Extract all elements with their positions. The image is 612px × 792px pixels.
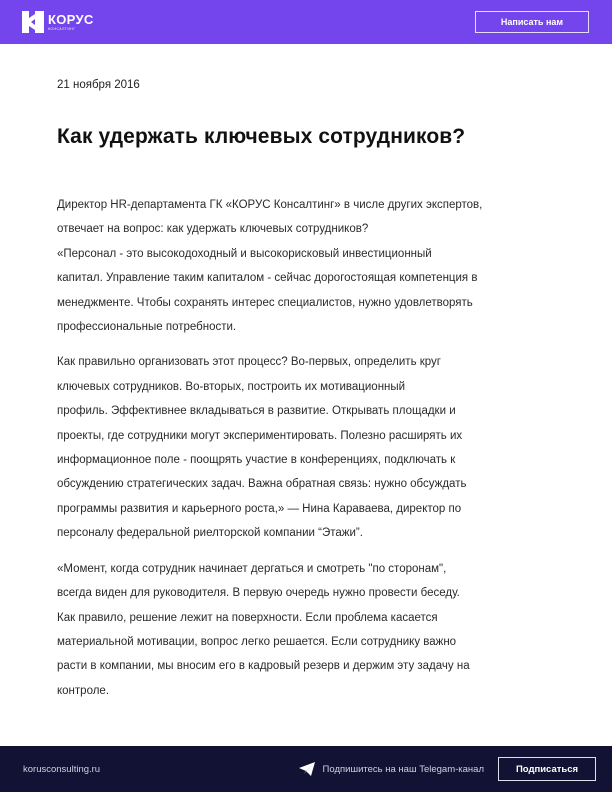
article-body (57, 193, 557, 714)
text-line: расти в компании, мы вносим его в кадровый резерв и держим эту задачу на (57, 660, 470, 673)
article-date: 21 ноября 2016 (57, 79, 140, 91)
text-line: «Персонал - это высокодоходный и высокорисковый инвестиционный (57, 247, 432, 260)
text-line: контроле. (57, 684, 110, 697)
text-line: Как правило, решение лежит на поверхности. Если проблема касается (57, 611, 438, 624)
text-line: профиль. Эффективнее вкладываться в развитие. Открывать площадки и (57, 405, 456, 418)
subscribe-button[interactable]: Подписаться (498, 757, 596, 781)
text-line: профессиональные потребности. (57, 321, 237, 334)
telegram-icon (299, 762, 315, 776)
logo-subtext: КОНСАЛТИНГ (48, 26, 76, 31)
text-line: Директор HR-департамента ГК «КОРУС Консалтинг» в числе других экспертов, (57, 199, 483, 211)
text-line: материальной мотивации, вопрос легко решается. Если сотруднику важно (57, 635, 457, 648)
logo-text: КОРУС (48, 11, 94, 27)
korus-logo[interactable] (22, 11, 94, 33)
text-line: всегда виден для руководителя. В первую очередь нужно провести беседу. (57, 587, 460, 600)
article-paragraph (57, 557, 557, 703)
text-line: информационное поле - поощрять участие в конференциях, подключать к (57, 454, 456, 467)
text-line: обсуждению стратегических задач. Важна обратная связь: нужно обсуждать (57, 478, 467, 491)
korus-logo-icon (22, 11, 44, 33)
text-line: капитал. Управление таким капиталом - сейчас дорогостоящая компетенция в (57, 272, 478, 285)
text-line: Как правильно организовать этот процесс? Во-первых, определить круг (57, 356, 442, 369)
article-paragraph (57, 350, 557, 545)
telegram-link[interactable] (299, 762, 484, 776)
text-line: отвечает на вопрос: как удержать ключевых сотрудников? (57, 223, 369, 236)
write-us-button[interactable]: Написать нам (475, 11, 589, 33)
text-line: «Момент, когда сотрудник начинает дергаться и смотреть "по сторонам", (57, 562, 447, 575)
site-link[interactable]: korusconsulting.ru (23, 763, 101, 775)
text-line: проекты, где сотрудники могут экспериментировать. Полезно расширять их (57, 429, 463, 442)
article-paragraph (57, 193, 557, 339)
site-footer (0, 746, 612, 792)
footer-actions (299, 757, 596, 781)
text-line: ключевых сотрудников. Во-вторых, построить их мотивационный (57, 380, 406, 393)
article-title: Как удержать ключевых сотрудников? (57, 125, 466, 148)
text-line: персоналу федеральной риелторской компании “Этажи”. (57, 527, 363, 540)
site-header (0, 0, 612, 44)
text-line: менеджменте. Чтобы сохранять интерес специалистов, нужно удовлетворять (57, 296, 473, 309)
telegram-text: Подпишитесь на наш Telegam-канал (322, 763, 484, 775)
text-line: программы развития и карьерного роста,» — Нина Караваева, директор по (57, 502, 462, 515)
